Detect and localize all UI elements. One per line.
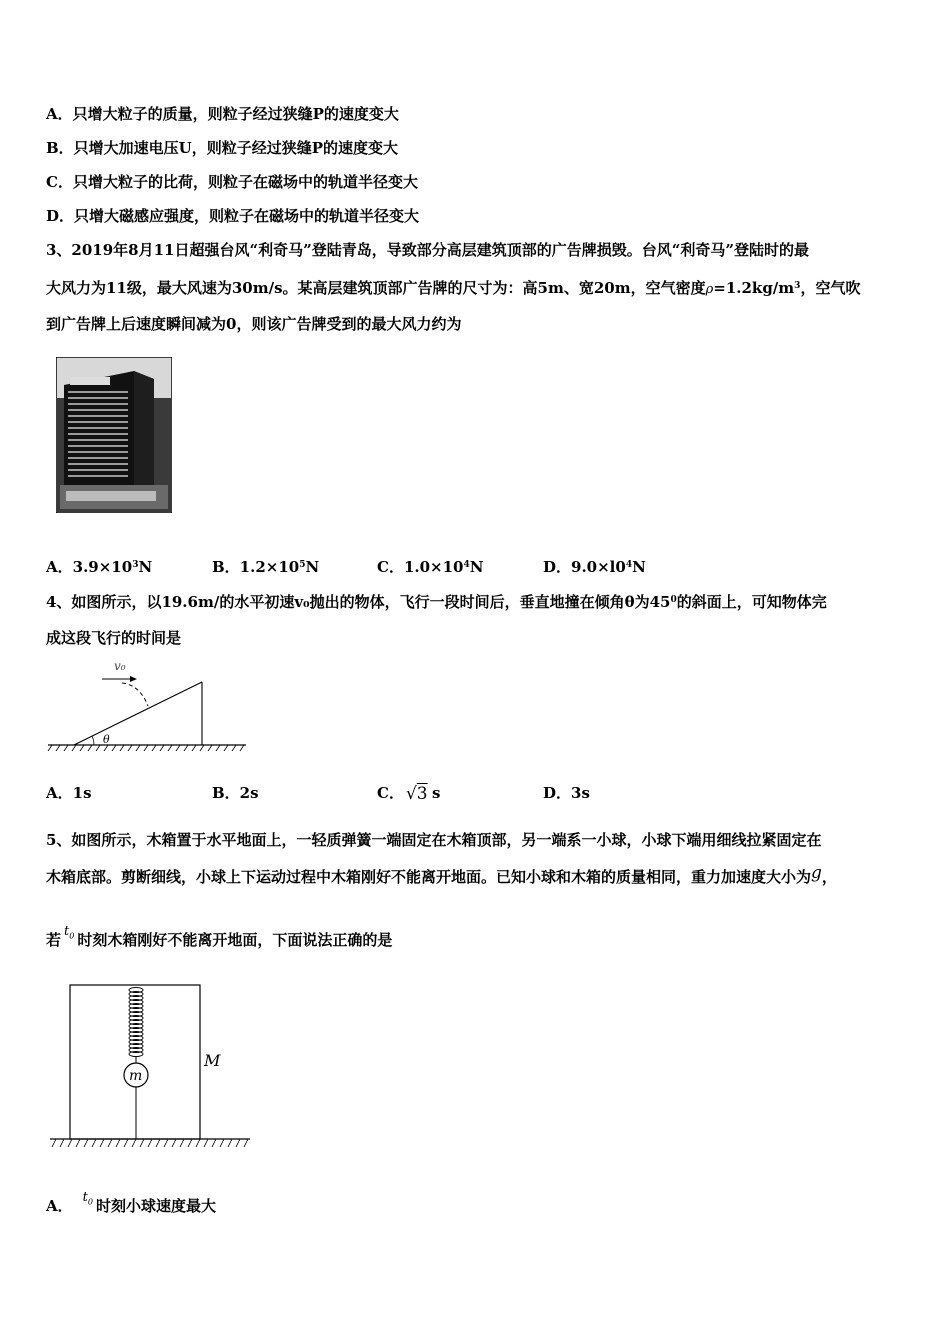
q2-option-a: A．只增大粒子的质量，则粒子经过狭缝P的速度变大 — [46, 105, 399, 123]
q2-option-d: D．只增大磁感应强度，则粒子在磁场中的轨道半径变大 — [46, 207, 420, 225]
q3-option-d: D．$9.0\times l0^4N$ — [543, 558, 646, 576]
q3-option-b: B．$1.2\times 10^5N$ — [212, 558, 320, 576]
q5-option-a: A． $t_0$ 时刻小球速度最大 — [46, 1190, 216, 1215]
spring-box-figure — [48, 982, 254, 1154]
t0-symbol-option: $t_0$ — [82, 1190, 93, 1207]
g-symbol: g — [811, 863, 822, 883]
q5-stem-line2: 木箱底部。剪断细线，小球上下运动过程中木箱刚好不能离开地面。已知小球和木箱的质量相同，重力加速度大小为g， — [46, 863, 837, 886]
v0-label: v₀ — [114, 659, 126, 673]
q3-stem-line1: 3、2019年8月11日超强台风“利奇马”登陆青岛，导致部分高层建筑顶部的广告牌损毁。台风“利奇马”登陆时的最 — [46, 241, 810, 259]
q4-option-d: D．3s — [543, 784, 590, 802]
q2-option-c: C．只增大粒子的比荷，则粒子在磁场中的轨道半径变大 — [46, 173, 418, 191]
q3-option-c: C．$1.0\times 10^4N$ — [377, 558, 484, 576]
q3-option-a: A．$3.9\times 10^3N$ — [46, 558, 153, 576]
q5-stem-line3: 若 $t_0$ 时刻木箱刚好不能离开地面，下面说法正确的是 — [46, 924, 393, 949]
q4-stem-line2: 成这段飞行的时间是 — [46, 629, 182, 647]
M-label: M — [204, 1051, 221, 1070]
rho-symbol: ρ — [705, 282, 714, 297]
m-label: m — [129, 1068, 143, 1084]
t0-symbol: $t_0$ — [64, 924, 75, 941]
theta-label: θ — [103, 733, 110, 746]
q4-option-c: C． √3 s — [377, 784, 441, 804]
q4-option-b: B．2s — [212, 784, 259, 802]
q2-option-b: B．只增大加速电压U，则粒子经过狭缝P的速度变大 — [46, 139, 399, 157]
q5-stem-line1: 5、如图所示，木箱置于水平地面上，一轻质弹簧一端固定在木箱顶部，另一端系一小球，小球下端用细线拉紧固定在 — [46, 831, 822, 849]
q3-stem-line2: 大风力为11级，最大风速为30m/s。某高层建筑顶部广告牌的尺寸为：高5m、宽20m，空气密度$\rho=1.2kg/m^3$，空气吹 — [46, 279, 861, 297]
q4-option-a: A．1s — [46, 784, 92, 802]
q4-stem-line1: 4、如图所示，以19.6m/的水平初速v₀抛出的物体，飞行一段时间后，垂直地撞在倾角θ为$45^0$的斜面上，可知物体完 — [46, 593, 827, 611]
sqrt-symbol: √3 — [405, 784, 428, 804]
q3-stem-line3: 到广告牌上后速度瞬间减为0，则该广告牌受到的最大风力约为 — [46, 315, 462, 333]
building-photo — [56, 357, 172, 513]
incline-figure — [44, 652, 250, 752]
